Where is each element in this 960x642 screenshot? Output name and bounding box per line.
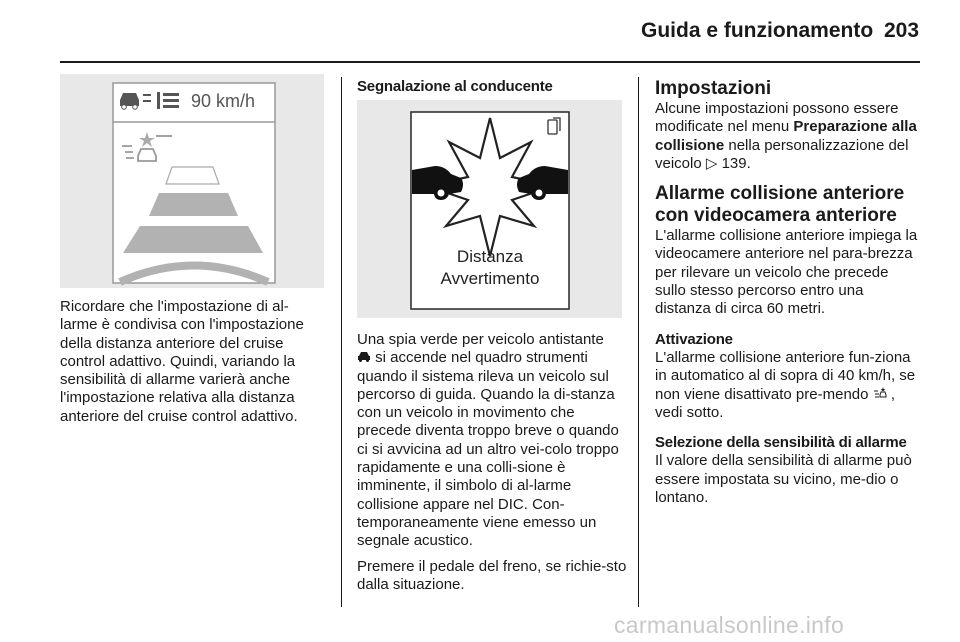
header-rule: [60, 61, 920, 63]
set-speed-readout: 90 km/h: [191, 91, 256, 111]
arrow-right-outline-icon: ▷: [705, 154, 718, 172]
column-3: [655, 78, 923, 514]
header-title: Guida e funzionamento: [641, 19, 874, 42]
fcw-heading: Allarme collisione anteriore con videocamera anteriore: [655, 183, 905, 227]
settings-heading: Impostazioni: [655, 78, 772, 99]
column-2: [357, 331, 627, 601]
warning-label-line1: Distanza: [456, 247, 524, 266]
column-1: [60, 298, 326, 433]
cluster-display-illustration: [60, 74, 324, 288]
activation-text-b: , vedi sotto.: [655, 385, 895, 421]
column-2-heading-block: [357, 78, 627, 96]
column-divider-1: [341, 77, 342, 607]
driver-alert-text-a: Una spia verde per veicolo antistante: [357, 331, 604, 348]
brake-paragraph: Premere il pedale del freno, se richie-sto dalla situazione.: [357, 557, 627, 593]
cruise-note-paragraph: Ricordare che l'impostazione di al-larme è condivisa con l'impostazione della distanza anteriore del cruise control adattivo. Quindi, variando la sensibilità di allarme varierà anche l'impostazione relativa alla distanza anteriore del cruise control adattivo.: [60, 298, 304, 425]
distance-bar-mid: [149, 193, 238, 216]
driver-alert-heading: Segnalazione al conducente: [357, 78, 553, 95]
fcw-paragraph: L'allarme collisione anteriore impiega la videocamere anteriore nel para-brezza per rilevare un veicolo che precede sullo stesso percorso entro una distanza di circa 60 metri.: [655, 227, 918, 318]
driver-alert-paragraph: [357, 331, 627, 551]
activation-text-a: L'allarme collisione anteriore fun-ziona in automatico al di sopra di 40 km/h, se non viene disattivato pre-mendo: [655, 348, 916, 403]
activation-heading: Attivazione: [655, 330, 733, 348]
collision-alert-button-icon: [873, 386, 891, 403]
page-number: 203: [884, 19, 920, 42]
sensitivity-heading: Selezione della sensibilità di allarme: [655, 434, 907, 452]
activation-paragraph: [655, 349, 923, 422]
distance-bar-near: [123, 226, 263, 253]
cluster-display-figure: [60, 74, 324, 288]
collision-warning-illustration: [357, 100, 622, 318]
driver-alert-text-b: si accende nel quadro strumenti quando il sistema rileva un veicolo sul percorso di guida. Quando la di-stanza con un veicolo in movimento che precede diventa troppo breve o quando ci si avvicina ad un altro vei-colo troppo rapidamente e una colli-sione è imminente, il simbolo di al-larme collisione appare nel DIC. Con-temporaneamente viene emesso un segnale acustico.: [357, 349, 619, 550]
column-divider-2: [638, 77, 639, 607]
footer-watermark: carmanualsonline.info: [614, 612, 845, 638]
settings-text-b: nella personalizzazione del veicolo: [655, 136, 909, 172]
settings-menu-name: Preparazione alla collisione: [655, 118, 917, 154]
page-header: [0, 0, 960, 62]
settings-paragraph: [655, 100, 923, 173]
sensitivity-paragraph: Il valore della sensibilità di allarme può essere impostata su vicino, me-dio o lontano.: [655, 452, 912, 507]
settings-text-a: Alcune impostazioni possono essere modificate nel menu: [655, 100, 899, 136]
settings-page-ref: 139.: [721, 154, 751, 172]
car-front-icon: [357, 349, 371, 367]
collision-warning-figure: [357, 100, 622, 318]
warning-label-line2: Avvertimento: [440, 269, 540, 288]
